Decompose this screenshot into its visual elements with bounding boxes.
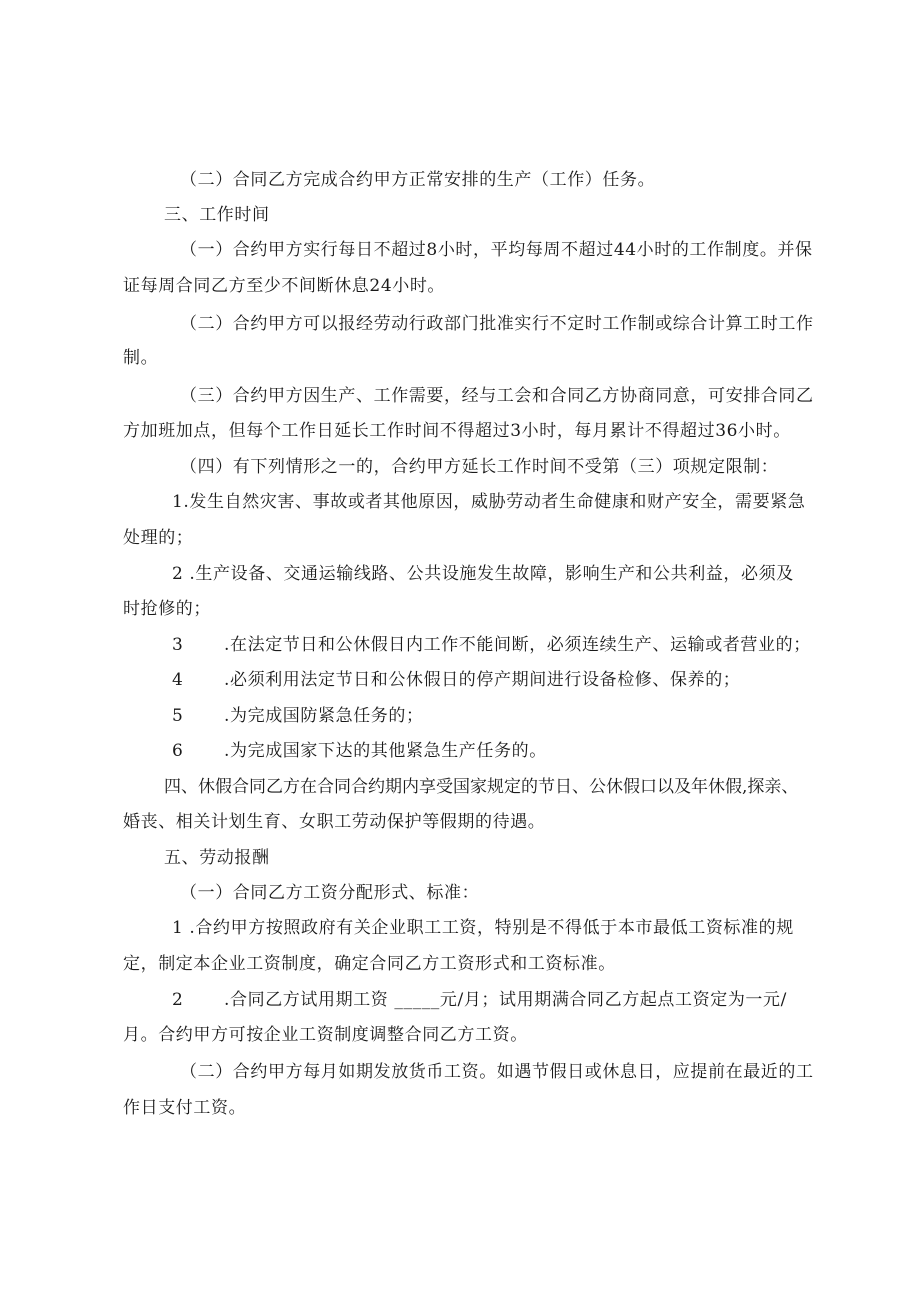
item-number: 3 [172,635,184,655]
item-number: 4 [172,670,184,690]
numbered-item [172,739,547,763]
paragraph-line: 四、休假合同乙方在合同合约期内享受国家规定的节日、公休假口以及年休假,探亲、 [164,777,799,797]
paragraph-line: （一）合同乙方工资分配形式、标准： [180,883,480,903]
item-text: .为完成国家下达的其他紧急生产任务的。 [224,741,547,761]
item-number: 6 [172,741,184,761]
paragraph-line: 婚丧、相关计划生育、女职工劳动保护等假期的待遇。 [123,812,546,832]
paragraph-line: 处理的； [123,528,194,548]
paragraph-line: （二）合同乙方完成合约甲方正常安排的生产（工作）任务。 [180,170,656,190]
paragraph-line: （二）合约甲方每月如期发放货币工资。如遇节假日或休息日，应提前在最近的工 [180,1062,814,1082]
item-text: .在法定节日和公休假日内工作不能间断，必须连续生产、运输或者营业的； [224,635,811,655]
paragraph-line: 证每周合同乙方至少不间断休息24小时。 [123,276,446,296]
paragraph-line: 月。合约甲方可按企业工资制度调整合同乙方工资。 [123,1025,528,1045]
paragraph-line: （三）合约甲方因生产、工作需要，经与工会和合同乙方协商同意，可安排合同乙 [180,386,814,406]
item-text: .为完成国防紧急任务的； [224,706,424,726]
item-number: 5 [172,706,184,726]
paragraph-line: （一）合约甲方实行每日不超过8小时，平均每周不超过44小时的工作制度。并保 [180,240,813,260]
numbered-item [172,988,787,1012]
paragraph-line: 时抢修的； [123,599,211,619]
numbered-item [172,668,740,692]
numbered-item [172,704,424,728]
paragraph-line: 方加班加点，但每个工作日延长工作时间不得超过3小时，每月累计不得超过36小时。 [123,421,791,441]
paragraph-line: 1.发生自然灾害、事故或者其他原因，威胁劳动者生命健康和财产安全，需要紧急 [172,492,806,512]
section-heading: 五、劳动报酬 [164,848,270,868]
paragraph-line: （二）合约甲方可以报经劳动行政部门批准实行不定时工作制或综合计算工时工作 [180,314,814,334]
item-text: .必须利用法定节日和公休假日的停产期间进行设备检修、保养的； [224,670,741,690]
paragraph-line: 2 .生产设备、交通运输线路、公共设施发生故障，影响生产和公共利益，必须及 [172,564,794,584]
paragraph-line: （四）有下列情形之一的，合约甲方延长工作时间不受第（三）项规定限制： [180,457,779,477]
paragraph-line: 制。 [123,348,159,368]
paragraph-line: 定，制定本企业工资制度，确定合同乙方工资形式和工资标准。 [123,954,616,974]
section-heading: 三、工作时间 [164,205,270,225]
paragraph-line: 1 .合约甲方按照政府有关企业职工工资，特别是不得低于本市最低工资标准的规 [172,918,794,938]
numbered-item [172,633,811,657]
paragraph-line: 作日支付工资。 [123,1098,247,1118]
item-text: .合同乙方试用期工资 _____元/月；试用期满合同乙方起点工资定为一元/ [224,990,787,1010]
item-number: 2 [172,990,184,1010]
